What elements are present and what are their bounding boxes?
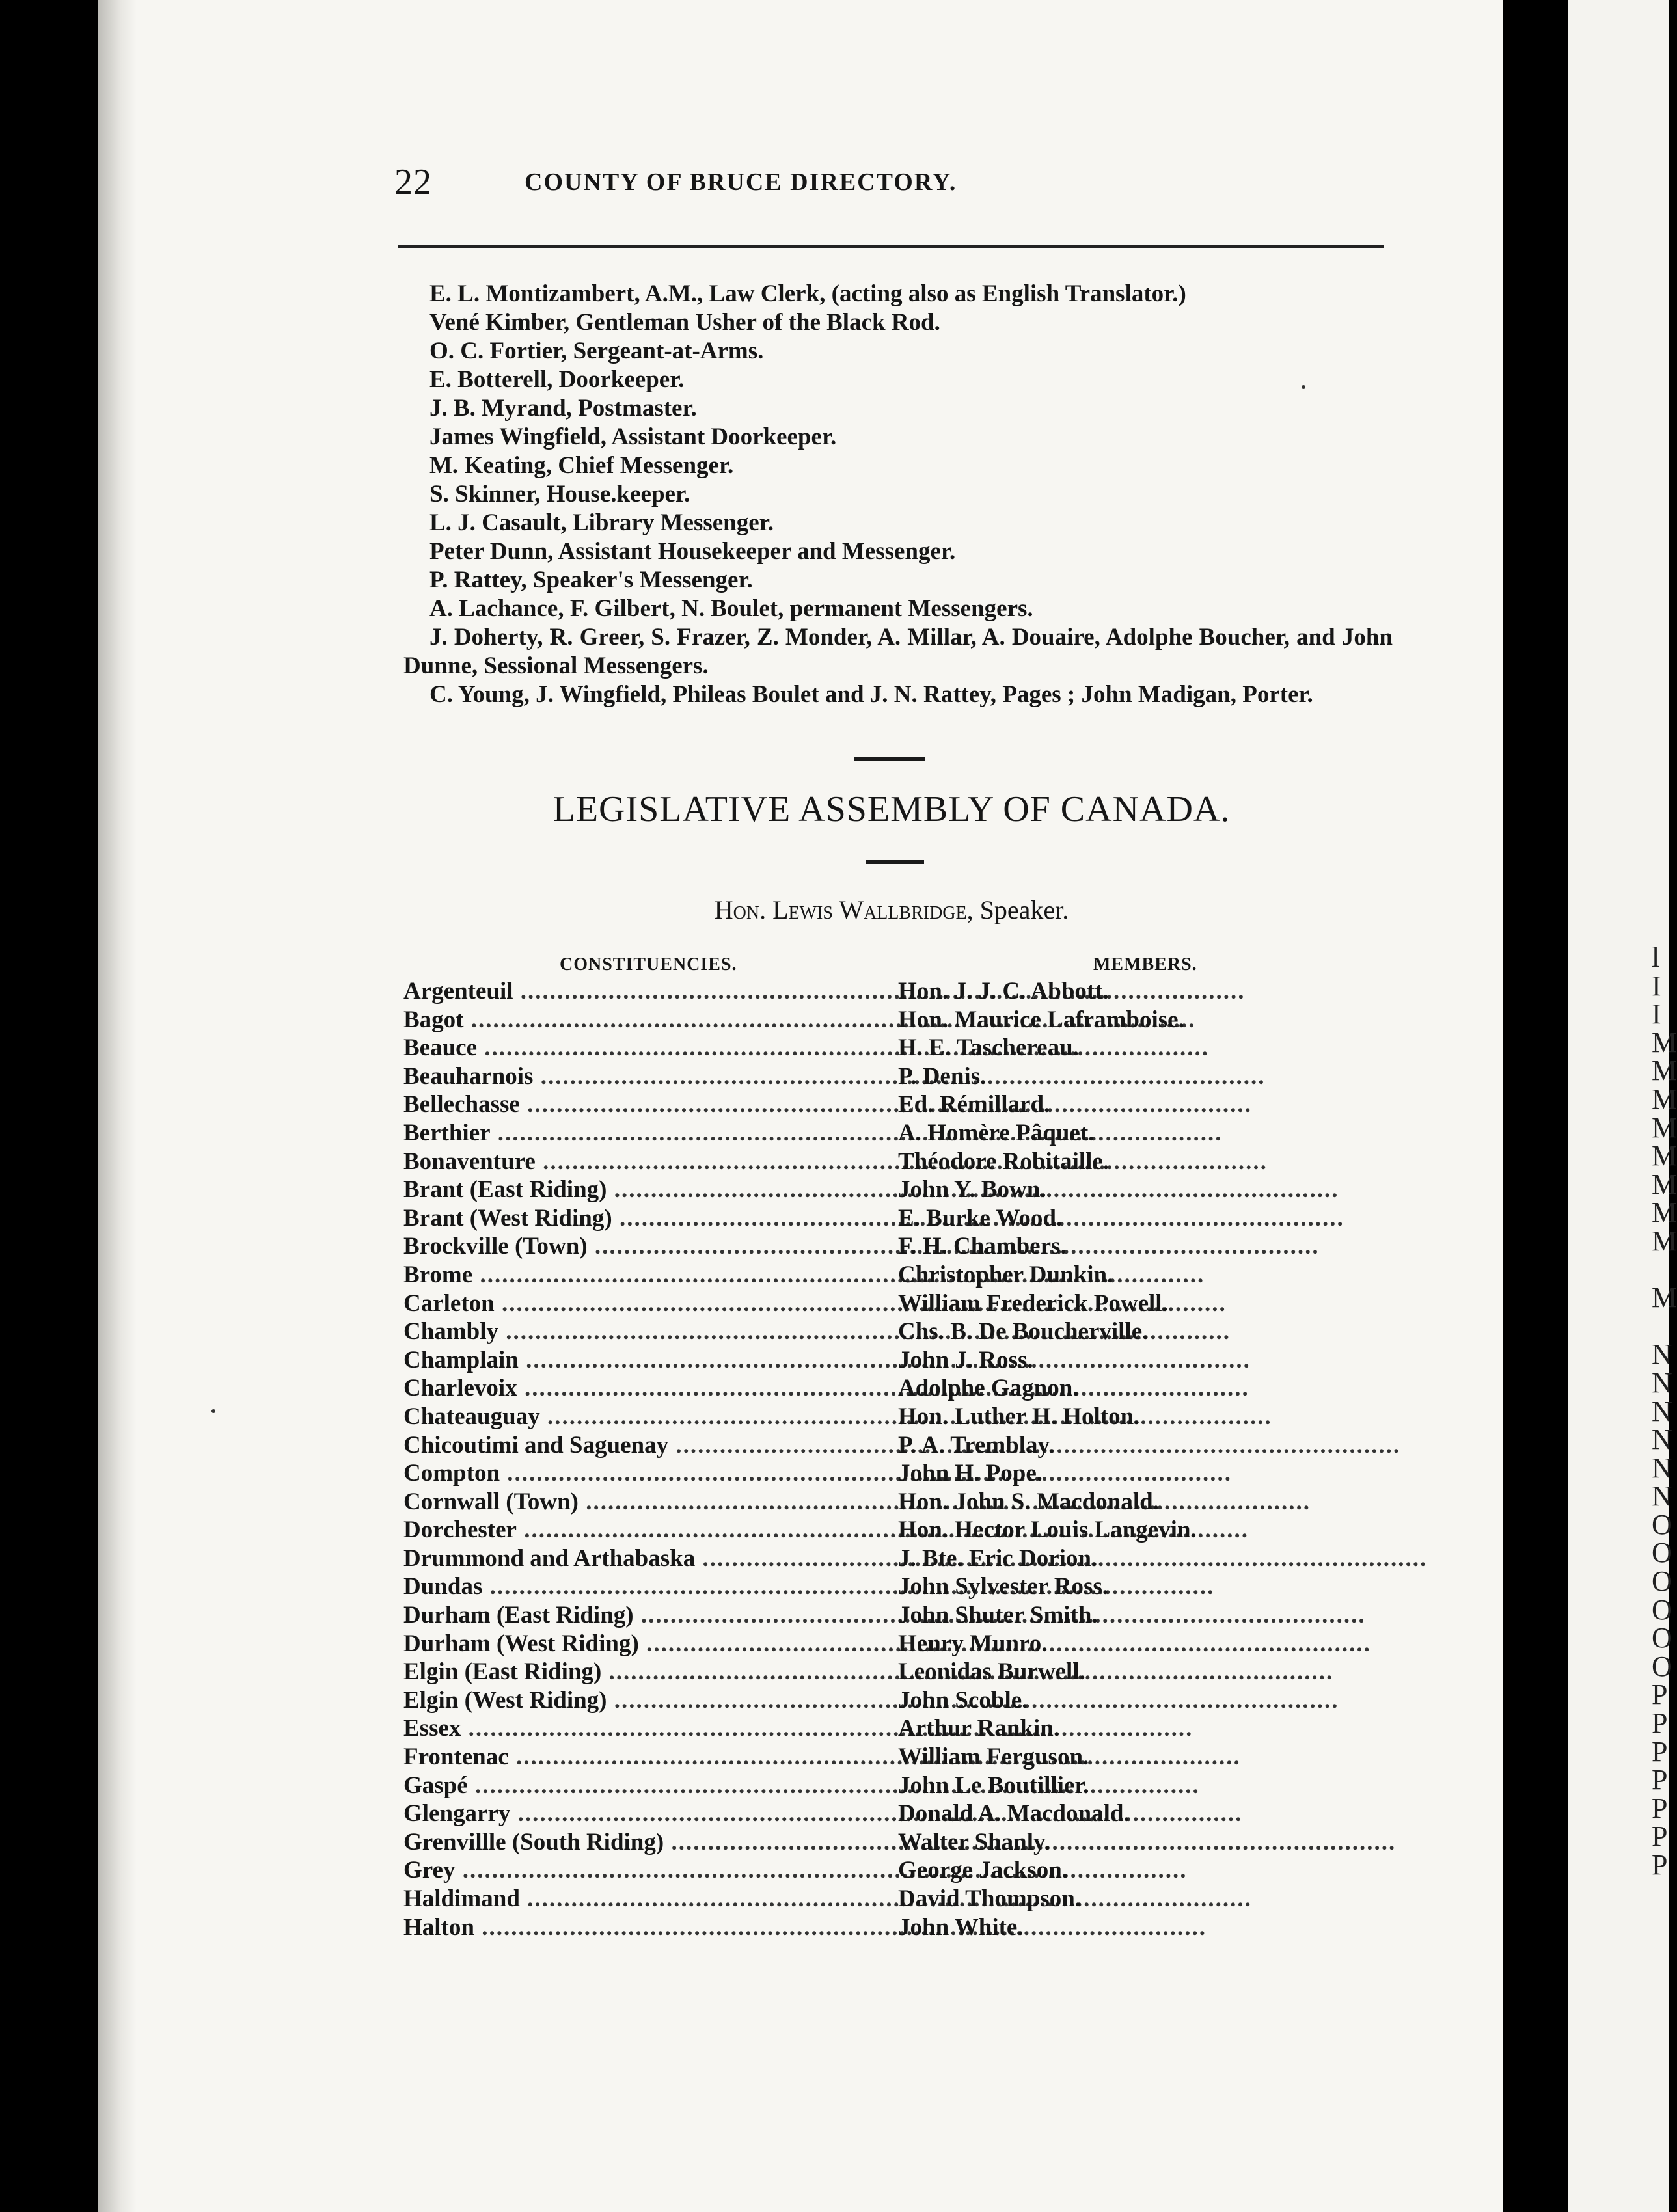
edge-letter: I — [1652, 998, 1661, 1031]
member-name: Hon. Maurice Laframboise. — [898, 1006, 1184, 1033]
member-name: P. A. Tremblay. — [898, 1431, 1055, 1459]
edge-letter: P — [1652, 1735, 1668, 1768]
table-row — [403, 1459, 1302, 1488]
constituency-name: Berthier ..... — [403, 1119, 898, 1148]
edge-letter: O — [1652, 1537, 1672, 1569]
member-name: John Le Boutillier. — [898, 1772, 1089, 1799]
table-row — [403, 1062, 1302, 1091]
table-row — [403, 1317, 1302, 1346]
table-row — [403, 1148, 1302, 1176]
member-name: John Shuter Smith. — [898, 1602, 1098, 1629]
section-divider-top — [854, 757, 925, 761]
table-row — [403, 1856, 1302, 1885]
facing-page-edge — [1549, 0, 1677, 2212]
table-row — [403, 1658, 1302, 1686]
table-row — [403, 1800, 1302, 1828]
facing-page-letters — [1652, 941, 1677, 1881]
edge-letter: O — [1652, 1650, 1672, 1682]
member-name: John Sylvester Ross. — [898, 1573, 1109, 1600]
table-row — [403, 1403, 1302, 1431]
speaker-line — [390, 895, 1393, 925]
constituency-name: Grey ..... — [403, 1856, 898, 1885]
staff-entry: C. Young, J. Wingfield, Phileas Boulet and J. N. Rattey, Pages ; John Madigan, Porter. — [429, 681, 1313, 708]
member-name: John Y. Bown. — [898, 1176, 1046, 1204]
constituency-name: Bonaventure ..... — [403, 1148, 898, 1176]
edge-letter: M — [1652, 1055, 1677, 1087]
member-name: Walter Shanly. — [898, 1828, 1050, 1855]
constituency-name: Chicoutimi and Saguenay ..... — [403, 1431, 898, 1460]
table-row — [403, 1119, 1302, 1148]
edge-letter: N — [1652, 1451, 1672, 1484]
member-name: Théodore Robitaille. — [898, 1148, 1110, 1175]
edge-letter: M — [1652, 1168, 1677, 1200]
table-row — [403, 1232, 1302, 1261]
table-row — [403, 1913, 1302, 1942]
table-row — [403, 1176, 1302, 1204]
edge-letter: I — [1652, 969, 1661, 1002]
member-name: Christopher Dunkin. — [898, 1261, 1113, 1288]
edge-letter — [1652, 1312, 1669, 1341]
constituency-name: Brome ..... — [403, 1261, 898, 1289]
constituency-name: Brant (West Riding) ..... — [403, 1204, 898, 1233]
constituency-name: Chateauguay ..... — [403, 1403, 898, 1431]
edge-letter: P — [1652, 1792, 1668, 1824]
edge-letter: l — [1652, 941, 1660, 973]
member-name: Chs. B. De Boucherville. — [898, 1318, 1149, 1345]
table-row — [403, 1006, 1302, 1034]
page-gap — [1549, 0, 1568, 2212]
table-row — [403, 1431, 1302, 1460]
member-name: Donald A. Macdonald. — [898, 1800, 1130, 1828]
member-name: Adolphe Gagnon. — [898, 1375, 1079, 1402]
edge-letter: M — [1652, 1282, 1677, 1314]
constituency-name: Bellechasse ..... — [403, 1090, 898, 1119]
header-rule — [398, 245, 1384, 248]
table-row — [403, 1346, 1302, 1375]
running-title: COUNTY OF BRUCE DIRECTORY. — [525, 169, 957, 196]
member-name: Leonidas Burwell. — [898, 1658, 1085, 1686]
edge-letter: N — [1652, 1423, 1672, 1456]
constituency-name: Cornwall (Town) ..... — [403, 1488, 898, 1517]
edge-letter: O — [1652, 1508, 1672, 1541]
staff-entry: A. Lachance, F. Gilbert, N. Boulet, permanent Messengers. — [429, 595, 1033, 622]
constituency-name: Brant (East Riding) ..... — [403, 1176, 898, 1204]
constituency-name: Dundas ..... — [403, 1572, 898, 1601]
constituency-name: Argenteuil ..... — [403, 977, 898, 1006]
table-row — [403, 1289, 1302, 1318]
staff-entry: M. Keating, Chief Messenger. — [429, 452, 734, 479]
speaker-title: , Speaker. — [966, 895, 1069, 924]
table-row — [403, 1544, 1302, 1573]
member-name: A. Homère Pâquet. — [898, 1119, 1095, 1146]
table-row — [403, 1516, 1302, 1544]
constituency-name: Bagot ..... — [403, 1006, 898, 1034]
ink-speck — [1302, 385, 1305, 389]
staff-entry: L. J. Casault, Library Messenger. — [429, 509, 774, 536]
edge-letter: N — [1652, 1338, 1672, 1371]
member-name: Hon. J. J. C. Abbott. — [898, 978, 1109, 1005]
member-name: John H. Pope. — [898, 1460, 1043, 1487]
edge-letter: O — [1652, 1593, 1672, 1626]
member-name: P. Denis. — [898, 1062, 987, 1090]
table-row — [403, 977, 1302, 1006]
constituency-name: Essex ..... — [403, 1714, 898, 1743]
constituency-name: Gaspé ..... — [403, 1772, 898, 1800]
table-row — [403, 1772, 1302, 1800]
edge-letter: N — [1652, 1366, 1672, 1399]
staff-entry: E. Botterell, Doorkeeper. — [429, 366, 685, 393]
ink-speck — [211, 1409, 215, 1413]
member-name: Hon. Luther H. Holton. — [898, 1403, 1140, 1430]
member-name: Henry Munro. — [898, 1630, 1048, 1657]
page-header — [394, 161, 1384, 213]
constituency-name: Beauharnois ..... — [403, 1062, 898, 1091]
constituency-name: Elgin (East Riding) ..... — [403, 1658, 898, 1686]
section-title: LEGISLATIVE ASSEMBLY OF CANADA. — [552, 789, 1231, 830]
edge-letter: M — [1652, 1140, 1677, 1172]
member-name: H. E. Taschereau. — [898, 1034, 1079, 1062]
edge-letter: M — [1652, 1111, 1677, 1144]
edge-letter: O — [1652, 1622, 1672, 1654]
table-row — [403, 1034, 1302, 1062]
staff-entry: O. C. Fortier, Sergeant-at-Arms. — [429, 338, 764, 364]
page-number: 22 — [394, 162, 432, 202]
constituency-name: Charlevoix ..... — [403, 1374, 898, 1403]
staff-entry: S. Skinner, House.keeper. — [429, 481, 690, 507]
member-name: F. H. Chambers. — [898, 1233, 1067, 1260]
member-name: George Jackson. — [898, 1857, 1069, 1884]
constituency-name: Durham (West Riding) ..... — [403, 1630, 898, 1658]
table-row — [403, 1714, 1302, 1743]
column-header-constituencies: CONSTITUENCIES. — [560, 954, 737, 975]
edge-letter: M — [1652, 1026, 1677, 1059]
table-row — [403, 1488, 1302, 1517]
constituency-name: Chambly ..... — [403, 1317, 898, 1346]
table-row — [403, 1686, 1302, 1715]
constituency-name: Grenvillle (South Riding) ..... — [403, 1828, 898, 1857]
table-row — [403, 1090, 1302, 1119]
edge-letter — [1652, 1256, 1669, 1284]
member-name: William Frederick Powell. — [898, 1289, 1168, 1317]
constituency-name: Brockville (Town) ..... — [403, 1232, 898, 1261]
constituency-name: Halton ..... — [403, 1913, 898, 1942]
constituency-name: Champlain ..... — [403, 1346, 898, 1375]
constituency-name: Carleton ..... — [403, 1289, 898, 1318]
constituency-name: Elgin (West Riding) ..... — [403, 1686, 898, 1715]
constituency-table — [403, 977, 1302, 1941]
constituency-name: Compton ..... — [403, 1459, 898, 1488]
staff-entry: James Wingfield, Assistant Doorkeeper. — [429, 424, 837, 450]
edge-letter: P — [1652, 1764, 1668, 1796]
staff-entry: J. B. Myrand, Postmaster. — [429, 395, 697, 422]
constituency-name: Drummond and Arthabaska ..... — [403, 1544, 898, 1573]
staff-entry: E. L. Montizambert, A.M., Law Clerk, (acting also as English Translator.) — [429, 280, 1186, 307]
edge-letter: M — [1652, 1083, 1677, 1115]
edge-letter: N — [1652, 1480, 1672, 1513]
member-name: John Scoble. — [898, 1686, 1028, 1714]
constituency-name: Durham (East Riding) ..... — [403, 1601, 898, 1630]
staff-list — [403, 280, 1393, 709]
member-name: William Ferguson. — [898, 1744, 1089, 1771]
table-row — [403, 1261, 1302, 1289]
staff-entry: J. Doherty, R. Greer, S. Frazer, Z. Monder, A. Millar, A. Douaire, Adolphe Boucher, and John Dunne, Sessional Messengers. — [403, 624, 1393, 679]
speaker-name: Hon. Lewis Wallbridge — [714, 895, 967, 924]
column-header-members: MEMBERS. — [1093, 954, 1197, 975]
edge-letter: P — [1652, 1849, 1668, 1881]
member-name: John J. Ross. — [898, 1346, 1033, 1373]
table-row — [403, 1828, 1302, 1857]
constituency-name: Glengarry ..... — [403, 1800, 898, 1828]
edge-letter: M — [1652, 1196, 1677, 1229]
section-divider-bottom — [866, 860, 924, 864]
staff-entry: Vené Kimber, Gentleman Usher of the Black Rod. — [429, 309, 940, 336]
member-name: J. Bte. Eric Dorion. — [898, 1544, 1098, 1572]
member-name: Hon. Hector Louis Langevin. — [898, 1517, 1197, 1544]
edge-letter: P — [1652, 1820, 1668, 1853]
staff-entry: P. Rattey, Speaker's Messenger. — [429, 567, 753, 593]
constituency-name: Frontenac ..... — [403, 1743, 898, 1772]
table-row — [403, 1630, 1302, 1658]
table-row — [403, 1374, 1302, 1403]
staff-entry: Peter Dunn, Assistant Housekeeper and Messenger. — [429, 538, 956, 565]
member-name: John White. — [898, 1913, 1024, 1941]
edge-letter: M — [1652, 1224, 1677, 1257]
table-row — [403, 1572, 1302, 1601]
member-name: Arthur Rankin. — [898, 1715, 1060, 1742]
constituency-name: Beauce ..... — [403, 1034, 898, 1062]
edge-letter: N — [1652, 1395, 1672, 1427]
edge-letter: O — [1652, 1565, 1672, 1598]
edge-letter: P — [1652, 1707, 1668, 1740]
table-row — [403, 1743, 1302, 1772]
member-name: Ed. Rémillard. — [898, 1091, 1050, 1118]
table-row — [403, 1885, 1302, 1913]
member-name: David Thompson. — [898, 1885, 1082, 1912]
table-row — [403, 1601, 1302, 1630]
constituency-name: Haldimand ..... — [403, 1885, 898, 1913]
member-name: E. Burke Wood. — [898, 1204, 1063, 1232]
page-binding-shadow — [98, 0, 137, 2212]
table-row — [403, 1204, 1302, 1233]
constituency-name: Dorchester ..... — [403, 1516, 898, 1544]
member-name: Hon. John S. Macdonald. — [898, 1488, 1159, 1515]
edge-letter: P — [1652, 1679, 1668, 1711]
